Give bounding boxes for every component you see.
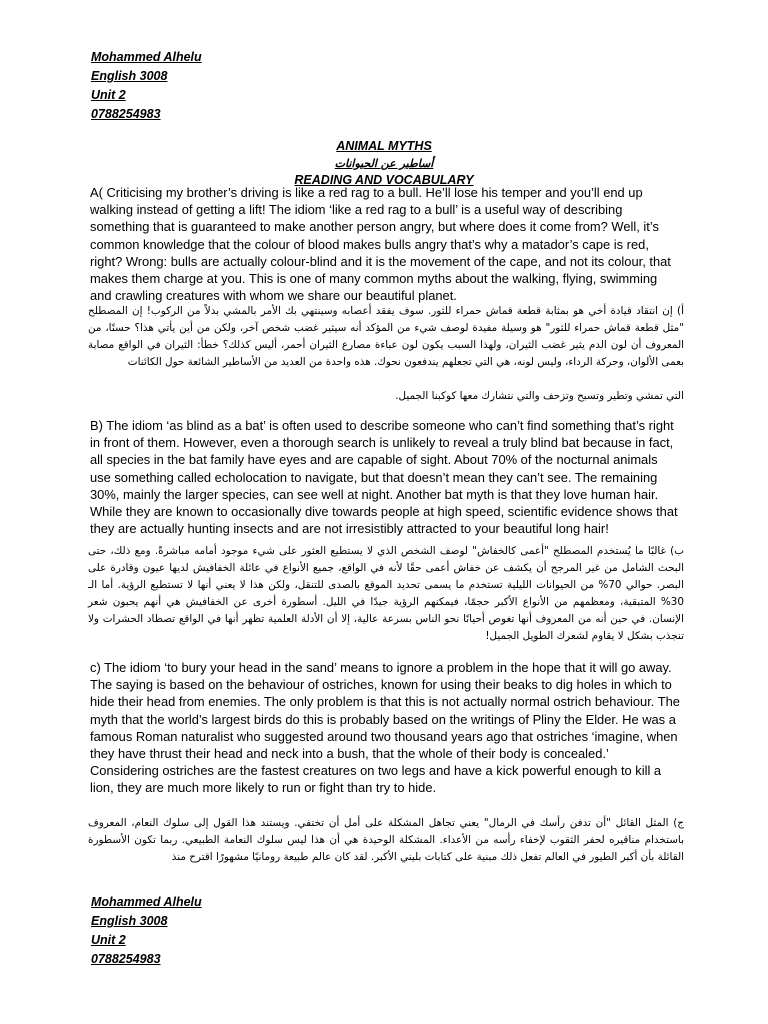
course-code: English 3008 (91, 69, 168, 83)
paragraph-c-arabic: ج) المثل القائل "أن تدفن رأسك في الرمال" يعني تجاهل المشكلة على أمل أن تختفي. ويستند هذا القول إلى سلوك النعام، المعروف باستخدام مناقيره لحفر الثقوب لإخفاء رأسه من الأعداء. المشكلة الوحيدة هي أن هذا ليس سلوك النعامة الطبيعي. ربما تكون الأسطورة القائلة بأن أكبر الطيور في العالم تفعل ذلك مبنية على كتابات بليني الأكبر. لقد كان عالم طبيعة رومانيًا مشهورًا اقترح منذ (88, 817, 684, 863)
author-name: Mohammed Alhelu (91, 50, 202, 64)
page-title: ANIMAL MYTHS (336, 139, 432, 153)
phone-number-repeat: 0788254983 (91, 952, 161, 966)
course-code-repeat: English 3008 (91, 914, 168, 928)
unit-label: Unit 2 (91, 88, 126, 102)
footer-header-block (91, 893, 202, 969)
unit-label-repeat: Unit 2 (91, 933, 126, 947)
section-subtitle: READING AND VOCABULARY (294, 173, 474, 187)
paragraph-b-english: B) The idiom ‘as blind as a bat’ is often used to describe someone who can’t find something that’s right in front of them. However, even a thorough search is unlikely to reveal a truly blind bat because in fact, all species in the bat family have eyes and are capable of sight. About 70% of the nocturnal animals use something called echolocation to navigate, but that doesn’t mean they can’t see. The remaining 30%, mainly the larger species, can see well at night. Another bat myth is that they love human hair. While they are known to occasionally dive towards people at high speed, scientific evidence shows that they are actually hunting insects and are not irresistibly attracted to your beautiful long hair! (90, 418, 678, 537)
paragraph-a-english: A( Criticising my brother’s driving is like a red rag to a bull. He’ll lose his temper and you’ll end up walking instead of getting a lift! The idiom ‘like a red rag to a bull’ is a useful way of describing something that is guaranteed to make another person angry, but where does it come from? Well, it’s common knowledge that the colour of blood makes bulls angry that’s why a matador’s cape is red, right? Wrong: bulls are actually colour-blind and it is the movement of the cape, and not its colour, that makes them charge at you. This is one of many common myths about the walking, flying, swimming and crawling creatures with whom we share our beautiful planet. (90, 185, 671, 304)
phone-number: 0788254983 (91, 107, 161, 121)
paragraph-a-arabic: أ) إن انتقاد قيادة أخي هو بمثابة قطعة قماش حمراء للثور. سوف يفقد أعصابه وسينتهي بك الأمر بالمشي بدلاً من الركوب! إن المصطلح "مثل قطعة قماش حمراء للثور" هو وسيلة مفيدة لوصف شيء من المؤكد أنه سيثير غضب شخص آخر، ولكن من أين يأتي هذا؟ حسنًا، من المعروف أن لون الدم يثير غضب الثيران، ولهذا السبب يكون لون عباءة مصارع الثيران أحمر، أليس كذلك؟ خطأ: الثيران في الواقع مصابة بعمى الألوان، وحركة الرداء، وليس لونه، هي التي تجعلهم يندفعون نحوك. هذه واحدة من العديد من الأساطير الشائعة حول الكائنات (88, 305, 684, 368)
paragraph-b-arabic: ب) غالبًا ما يُستخدم المصطلح "أعمى كالخفاش" لوصف الشخص الذي لا يستطيع العثور على شيء موجود أمامه مباشرةً. ومع ذلك، حتى البحث الشامل من غير المرجح أن يكشف عن خفاش أعمى حقًا لأنه في الواقع، جميع الأنواع في عائلة الخفافيش لديها عيون وقادرة على البصر. حوالي 70% من الحيوانات الليلية تستخدم ما يسمى تحديد الموقع بالصدى للتنقل، ولكن هذا لا يعني أنها لا تستطيع الرؤية. أما الـ 30% المتبقية، ومعظمهم من الأنواع الأكبر حجمًا، فيمكنهم الرؤية جيدًا في الليل. أسطورة أخرى عن الخفافيش هي أنهم يحبون شعر الإنسان. في حين أنه من المعروف أنها تغوص أحيانًا نحو الناس بسرعة عالية، إلا أن الأدلة العلمية تظهر أنها في الواقع تصطاد الحشرات ولا تنجذب بشكل لا يقاوم لشعرك الطويل الجميل! (88, 545, 684, 642)
arabic-title: أساطير عن الحيوانات (334, 157, 434, 170)
paragraph-a-arabic-end: التي تمشي وتطير وتسبح وتزحف والتي نتشارك معها كوكبنا الجميل. (395, 390, 684, 402)
header-block (91, 48, 202, 124)
author-name-repeat: Mohammed Alhelu (91, 895, 202, 909)
title-block (0, 138, 768, 189)
paragraph-c-english: c) The idiom ‘to bury your head in the sand’ means to ignore a problem in the hope that it will go away. The saying is based on the behaviour of ostriches, known for using their beaks to dig holes in which to hide their head from enemies. The only problem is that this is not actually normal ostrich behaviour. The myth that the world’s largest birds do this is probably based on the writings of Pliny the Elder. He was a famous Roman naturalist who suggested around two thousand years ago that ostriches ‘imagine, when they have thrust their head and neck into a bush, that the whole of their body is concealed.’ Considering ostriches are the fastest creatures on two legs and have a kick powerful enough to kill a lion, they are much more likely to run or fight than try to hide. (90, 660, 680, 796)
